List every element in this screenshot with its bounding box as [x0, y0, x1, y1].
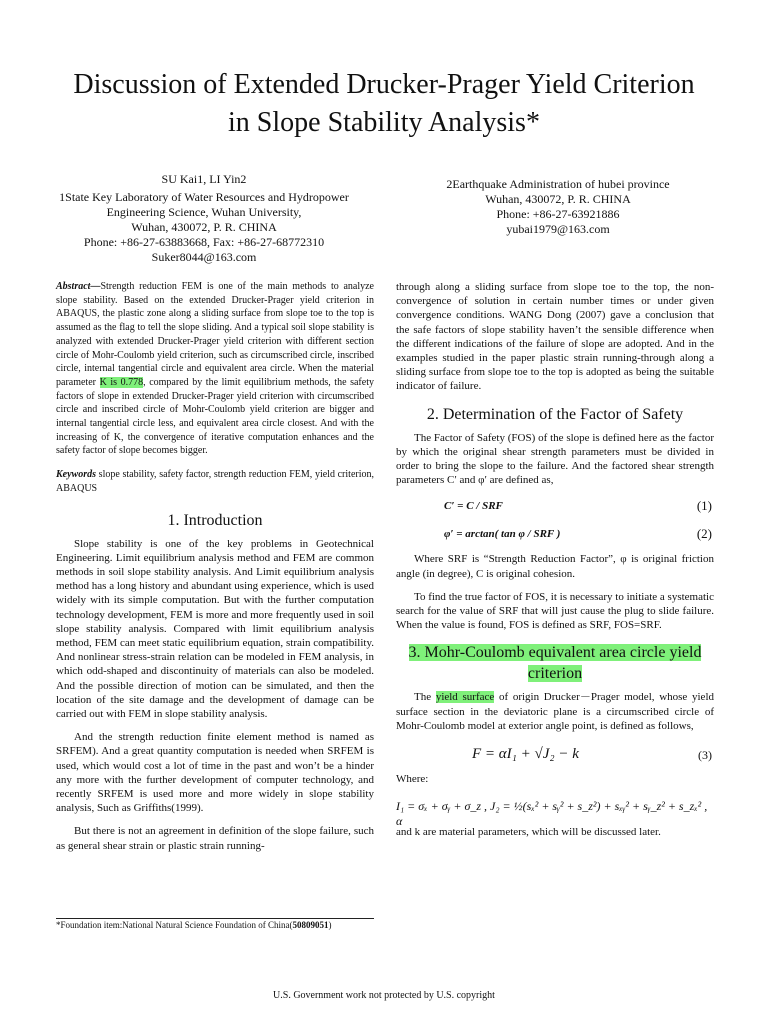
right-column: [396, 280, 714, 848]
paragraph: [396, 690, 714, 733]
footnote-divider: [56, 918, 374, 919]
footnote-text: *Foundation item:National Natural Science Foundation of China(: [56, 920, 293, 930]
affiliation-line: Phone: +86-27-63883668, Fax: +86-27-68772310: [83, 235, 325, 249]
abstract-text: Strength reduction FEM is one of the main methods to analyze slope stability. Based on the extended Drucker-Prager yield criterion in ABAQUS, the plastic zone along a sliding surface from slope toe to the top is assumed as the flag to tell the slope sliding. And a typical soil slope stability is analyzed with extended Drucker-Prager yield criterion with different section circle of Mohr-Coulomb yield criterion, such as circumscribed circle, inscribed circle, internal tangential circle and equivalent area circle. When the material parameter: [56, 281, 374, 388]
affiliation-line: Wuhan, 430072, P. R. CHINA: [485, 192, 631, 206]
equation-number: (1): [696, 498, 712, 514]
section-title-highlight: 3. Mohr-Coulomb equivalent area circle yield criterion: [408, 644, 702, 683]
keywords-text: slope stability, safety factor, strength reduction FEM, yield criterion, ABAQUS: [56, 469, 374, 494]
equation-number: (2): [696, 526, 712, 542]
affiliation-line: Phone: +86-27-63921886: [496, 207, 620, 221]
keywords: [56, 468, 374, 495]
abstract-label: Abstract—: [56, 281, 101, 292]
equation-body: I₁ = σₓ + σᵧ + σ_z , J₂ = ½(sₓ² + sᵧ² + s_z²) + sₓᵧ² + sᵧ_z² + s_zₓ² , α: [396, 799, 708, 829]
left-column: [56, 280, 374, 862]
affiliation-line: 1State Key Laboratory of Water Resources and Hydropower: [59, 190, 349, 204]
paragraph: Slope stability is one of the key problems in Geotechnical Engineering. Limit equilibrium analysis method and FEM are common methods in soil slope stability analysis. And Limit equilibrium analysis method has a long history and abundant using experience, which is used widely with its simple computation. But with the further computation technology development, FEM is more and more frequently used in soil slope stability analysis. Compared with limit equilibrium analysis method, FEM can meet static equilibrium equation, strain compatibility. And nonlinear stress-strain relation can be modeled in FEM analysis, in which odd-shaped and discontinuity of materials can also be modeled. And the possible direction of motion can be simulated, and then the location of the site damage and the development of damage can be carried out with FEM in slope stability analysis.: [56, 537, 374, 720]
author-names: SU Kai1, LI Yin2: [161, 172, 247, 186]
copyright-notice: U.S. Government work not protected by U.S. copyright: [273, 990, 495, 1001]
equation-body: φ′ = arctan( tan φ / SRF ): [444, 528, 561, 541]
affiliation-line: Engineering Science, Wuhan University,: [106, 205, 302, 219]
equation-1: [396, 496, 714, 520]
equation-body: F = αI₁ + √J₂ − k: [472, 746, 579, 763]
paragraph: and k are material parameters, which will be discussed later.: [396, 826, 661, 839]
footnote-grant-number: 50809051: [292, 920, 329, 930]
affiliation-right: [408, 177, 708, 237]
abstract-text: , compared by the limit equilibrium methods, the safety factors of slope in extended Drucker-Prager yield criterion with circumscribed circle and inscribed circle of Mohr-Coulomb yield criterion are bigger and internal tangential circle less, and equivalent area circle closest. And with the increasing of K, the convergence of iterative computation enhances and the safety factor of slope becomes bigger.: [56, 376, 374, 457]
affiliation-line: Wuhan, 430072, P. R. CHINA: [131, 220, 277, 234]
paragraph: Where SRF is “Strength Reduction Factor”, φ is original friction angle (in degree), C is original cohesion.: [396, 553, 714, 580]
equation-invariants: [396, 795, 714, 829]
affiliation-email: Suker8044@163.com: [151, 250, 257, 264]
section-title-introduction: 1. Introduction: [167, 511, 263, 529]
equation-body: C′ = C / SRF: [444, 500, 503, 513]
paragraph-text: of origin Drucker－Prager model, whose yield surface section in the deviatoric plane is a circumscribed circle of Mohr-Coulomb model at exterior angle point, is defined as follows,: [396, 691, 715, 732]
paragraph: The Factor of Safety (FOS) of the slope is defined here as the factor by which the original shear strength parameters must be divided in order to bring the slope to the failure. And the factored shear strength parameters C′ and φ′ are defined as,: [396, 431, 714, 487]
affiliation-email: yubai1979@163.com: [506, 222, 610, 236]
where-label: Where:: [396, 773, 429, 786]
paragraph: And the strength reduction finite element method is named as SRFEM). And a great quantity computation is needed when SRFEM is used, which would cost a lot of time in the past and won’t be a hinder any more with the further development of computer technology, and recently SRFEM is used more and more widely in slope stability analysis, Such as Griffiths(1999).: [56, 731, 374, 815]
affiliation-left: [54, 172, 354, 265]
paragraph-text: The: [414, 691, 436, 704]
abstract: [56, 280, 374, 458]
paragraph: But there is not an agreement in definition of the slope failure, such as general shear strain or plastic strain running-: [56, 825, 374, 852]
equation-2: [396, 524, 714, 548]
affiliation-line: 2Earthquake Administration of hubei province: [446, 177, 670, 191]
section-title-factor-of-safety: 2. Determination of the Factor of Safety: [426, 405, 684, 423]
equation-number: (3): [698, 748, 712, 763]
footnote-end: ): [328, 920, 332, 930]
footnote: [56, 920, 374, 931]
paper-title: Discussion of Extended Drucker-Prager Yield Criterion in Slope Stability Analysis*: [73, 69, 695, 138]
abstract-highlight: K is 0.778: [99, 376, 144, 388]
yield-surface-highlight: yield surface: [435, 691, 495, 704]
keywords-label: Keywords: [56, 469, 96, 481]
equation-3: [396, 742, 714, 768]
paragraph: To find the true factor of FOS, it is necessary to initiate a systematic search for the value of SRF that will just cause the plug to slide failure. When the value is found, FOS is defined as SRF, FOS=SRF.: [396, 590, 714, 632]
paragraph: through along a sliding surface from slope toe to the top, the non-convergence of solution in certain number times or under given convergence conditions. WANG Dong (2007) gave a conclusion that the safe factors of slope stability haven’t the sensible difference when the different indications of the failure of slope are adopted. And in the examples studied in the paper plastic strain running-through along a sliding surface from slope toe to the top is adopted as being the suitable indicator of failure.: [396, 281, 714, 393]
section-title-mohr-coulomb: [396, 642, 714, 684]
